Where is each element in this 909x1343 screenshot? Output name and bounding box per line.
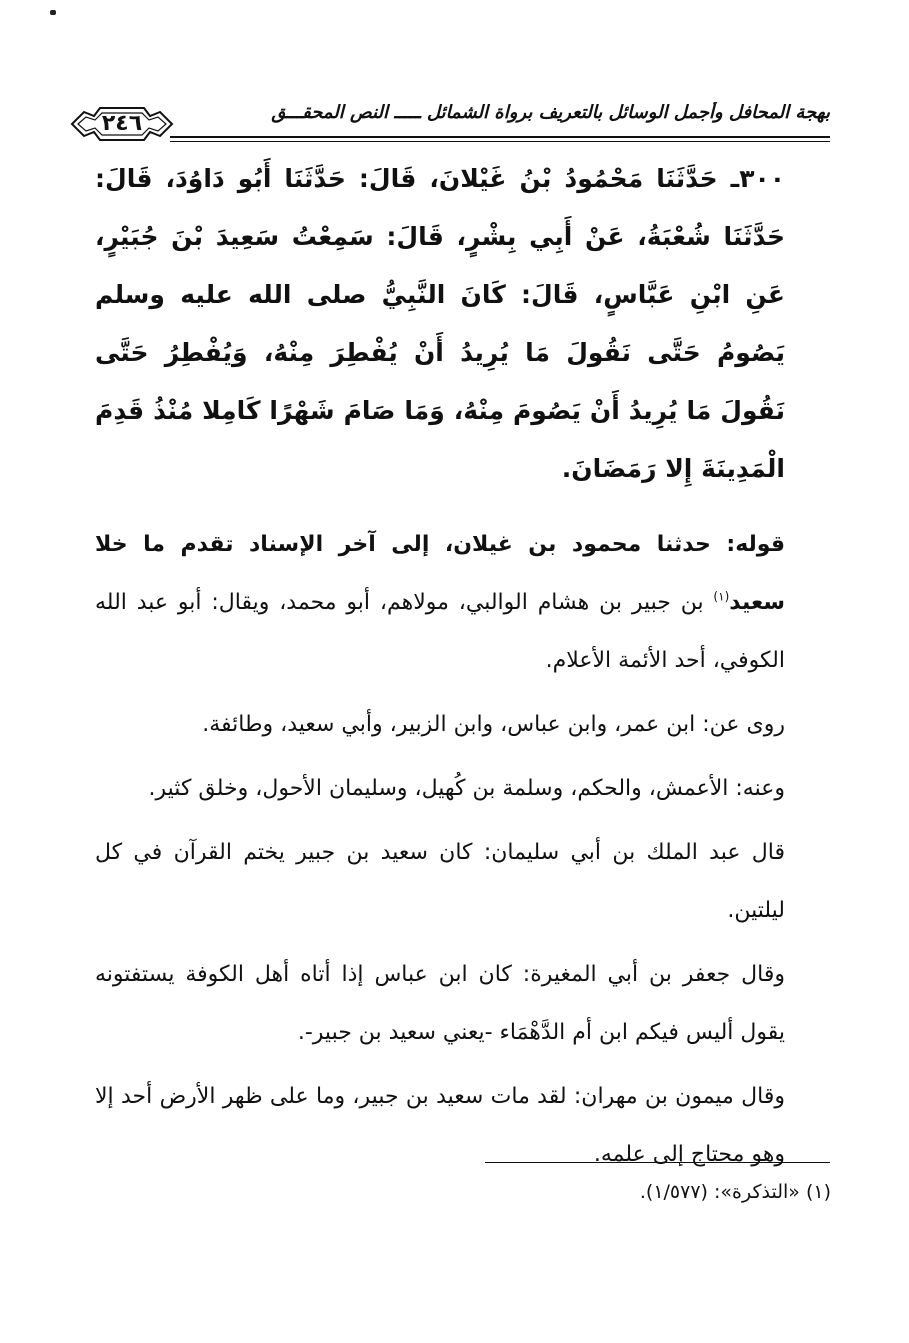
narrated-from-paragraph: روى عن: ابن عمر، وابن عباس، وابن الزبير، وأبي سعيد، وطائفة. [202, 712, 785, 737]
scan-speck [50, 10, 56, 15]
header-rule [170, 136, 830, 138]
footnote-rule [485, 1162, 830, 1163]
quote-paragraph-3: وقال ميمون بن مهران: لقد مات سعيد بن جبير، وما على ظهر الأرض أحد إلا وهو محتاج إلى علمه. [95, 1084, 785, 1167]
quote-paragraph-1: قال عبد الملك بن أبي سليمان: كان سعيد بن جبير يختم القرآن في كل ليلتين. [95, 840, 785, 923]
commentary-paragraph [95, 516, 825, 690]
page-number-badge [70, 104, 174, 144]
header-rule-thin [170, 141, 830, 142]
quote-paragraph-2: وقال جعفر بن أبي المغيرة: كان ابن عباس إذا أتاه أهل الكوفة يستفتونه يقول أليس فيكم ابن أم الدَّهْمَاء -يعني سعيد بن جبير-. [95, 962, 785, 1045]
main-text [95, 150, 825, 1190]
commentary-lead: قوله: حدثنا محمود بن غيلان، إلى آخر الإسناد تقدم ما خلا سعيد [95, 532, 785, 615]
page-number: ٢٤٦ [101, 111, 143, 136]
commentary-text: بن جبير بن هشام الوالبي، مولاهم، أبو محمد، ويقال: أبو عبد الله الكوفي، أحد الأئمة الأعلام. [95, 590, 785, 673]
header-title: بهجة المحافل وأجمل الوسائل بالتعريف برواة الشمائل ـــــ النص المحقـــق [271, 102, 830, 123]
footnote: (١) «التذكرة»: (١/٥٧٧). [639, 1181, 831, 1203]
running-header [70, 96, 830, 148]
hadith-text: ٣٠٠ـ حَدَّثَنَا مَحْمُودُ بْنُ غَيْلانَ، قَالَ: حَدَّثَنَا أَبُو دَاوُدَ، قَالَ: حَدَّثَنَا شُعْبَةُ، عَنْ أَبِي بِشْرٍ، قَالَ: سَمِعْتُ سَعِيدَ بْنَ جُبَيْرٍ، عَنِ ابْنِ عَبَّاسٍ، قَالَ: كَانَ النَّبِيُّ صلى الله عليه وسلم يَصُومُ حَتَّى نَقُولَ مَا يُرِيدُ أَنْ يُفْطِرَ مِنْهُ، وَيُفْطِرُ حَتَّى نَقُولَ مَا يُرِيدُ أَنْ يَصُومَ مِنْهُ، وَمَا صَامَ شَهْرًا كَامِلا مُنْذُ قَدِمَ الْمَدِينَةَ إِلا رَمَضَانَ. [95, 164, 785, 483]
narrators-paragraph: وعنه: الأعمش، والحكم، وسلمة بن كُهيل، وسليمان الأحول، وخلق كثير. [148, 776, 785, 801]
footnote-reference: (١) [713, 589, 730, 604]
